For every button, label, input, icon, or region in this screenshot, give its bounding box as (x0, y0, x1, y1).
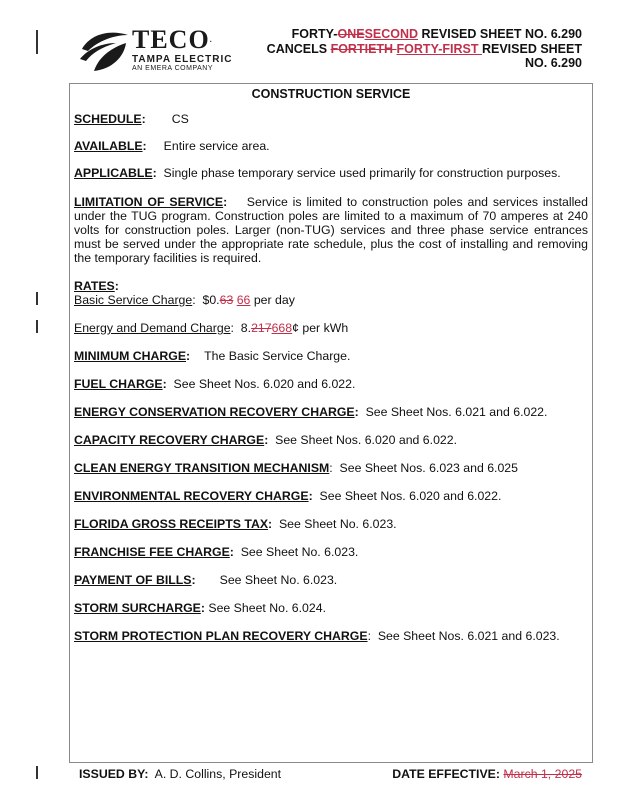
issued-by: ISSUED BY: A. D. Collins, President (79, 767, 282, 781)
teco-swoosh-icon (80, 27, 130, 73)
limitation-row: LIMITATION OF SERVICE: Service is limited to construction poles and services installed under the TUG program. Construction poles are limited to a maximum of 70 amperes at 240 volts for construction poles. Larger (non-TUG) services and three phase service entrances must be served under the appropriate rate schedule, plus the cost of installing and removing the temporary facilities is required. (74, 195, 588, 265)
deleted-text: March 1, 2025 (503, 767, 582, 781)
change-bar (36, 30, 38, 54)
deleted-text: FORTIETH (330, 41, 397, 56)
applicable-row: APPLICABLE: Single phase temporary service used primarily for construction purposes. (74, 166, 561, 180)
cancels-line: CANCELS FORTIETH FORTY-FIRST REVISED SHEET (266, 41, 582, 56)
change-bar (36, 320, 38, 333)
fuel-charge-row: FUEL CHARGE: See Sheet Nos. 6.020 and 6.022. (74, 377, 356, 391)
minimum-charge-row: MINIMUM CHARGE: The Basic Service Charge. (74, 349, 351, 363)
sheet-header (267, 27, 582, 71)
gross-receipts-tax-row: FLORIDA GROSS RECEIPTS TAX: See Sheet No. 6.023. (74, 517, 397, 531)
payment-of-bills-row: PAYMENT OF BILLS: See Sheet No. 6.023. (74, 573, 338, 587)
available-row: AVAILABLE: Entire service area. (74, 139, 270, 153)
storm-surcharge-row: STORM SURCHARGE: See Sheet No. 6.024. (74, 601, 326, 615)
tariff-content-box (69, 83, 593, 763)
clean-energy-row: CLEAN ENERGY TRANSITION MECHANISM: See Sheet Nos. 6.023 and 6.025 (74, 461, 518, 475)
inserted-text: 66 (236, 293, 251, 307)
storm-protection-plan-row: STORM PROTECTION PLAN RECOVERY CHARGE: See Sheet Nos. 6.021 and 6.023. (74, 629, 560, 643)
deleted-text: 63 (219, 293, 234, 307)
capacity-recovery-row: CAPACITY RECOVERY CHARGE: See Sheet Nos. 6.020 and 6.022. (74, 433, 458, 447)
ecrc-row: ENERGY CONSERVATION RECOVERY CHARGE: See Sheet Nos. 6.021 and 6.022. (74, 405, 548, 419)
page-title: CONSTRUCTION SERVICE (251, 87, 411, 101)
logo-emera: AN EMERA COMPANY (132, 65, 213, 72)
deleted-text: ONE (337, 27, 365, 41)
logo-tampa-electric: TAMPA ELECTRIC (132, 54, 233, 65)
rates-heading: RATES: (74, 279, 119, 293)
energy-demand-charge-row: Energy and Demand Charge: 8.217668¢ per kWh (74, 321, 349, 335)
change-bar (36, 292, 38, 305)
schedule-row: SCHEDULE: CS (74, 112, 189, 126)
logo-brand: TECO (132, 25, 210, 54)
cancels-sheet-number: NO. 6.290 (525, 56, 582, 70)
inserted-text: 668 (271, 321, 293, 335)
date-effective: DATE EFFECTIVE: March 1, 2025 (392, 767, 582, 781)
environmental-recovery-row: ENVIRONMENTAL RECOVERY CHARGE: See Sheet Nos. 6.020 and 6.022. (74, 489, 502, 503)
deleted-text: 217 (251, 321, 272, 335)
teco-logo: TECO. TAMPA ELECTRIC AN EMERA COMPANY (80, 27, 255, 73)
sheet-number-line: FORTY-ONESECOND REVISED SHEET NO. 6.290 (291, 27, 582, 41)
inserted-text: FORTY-FIRST (396, 41, 482, 56)
franchise-fee-row: FRANCHISE FEE CHARGE: See Sheet No. 6.023. (74, 545, 359, 559)
inserted-text: SECOND (364, 27, 419, 41)
change-bar (36, 766, 38, 779)
basic-service-charge-row: Basic Service Charge: $0.63 66 per day (74, 293, 295, 307)
